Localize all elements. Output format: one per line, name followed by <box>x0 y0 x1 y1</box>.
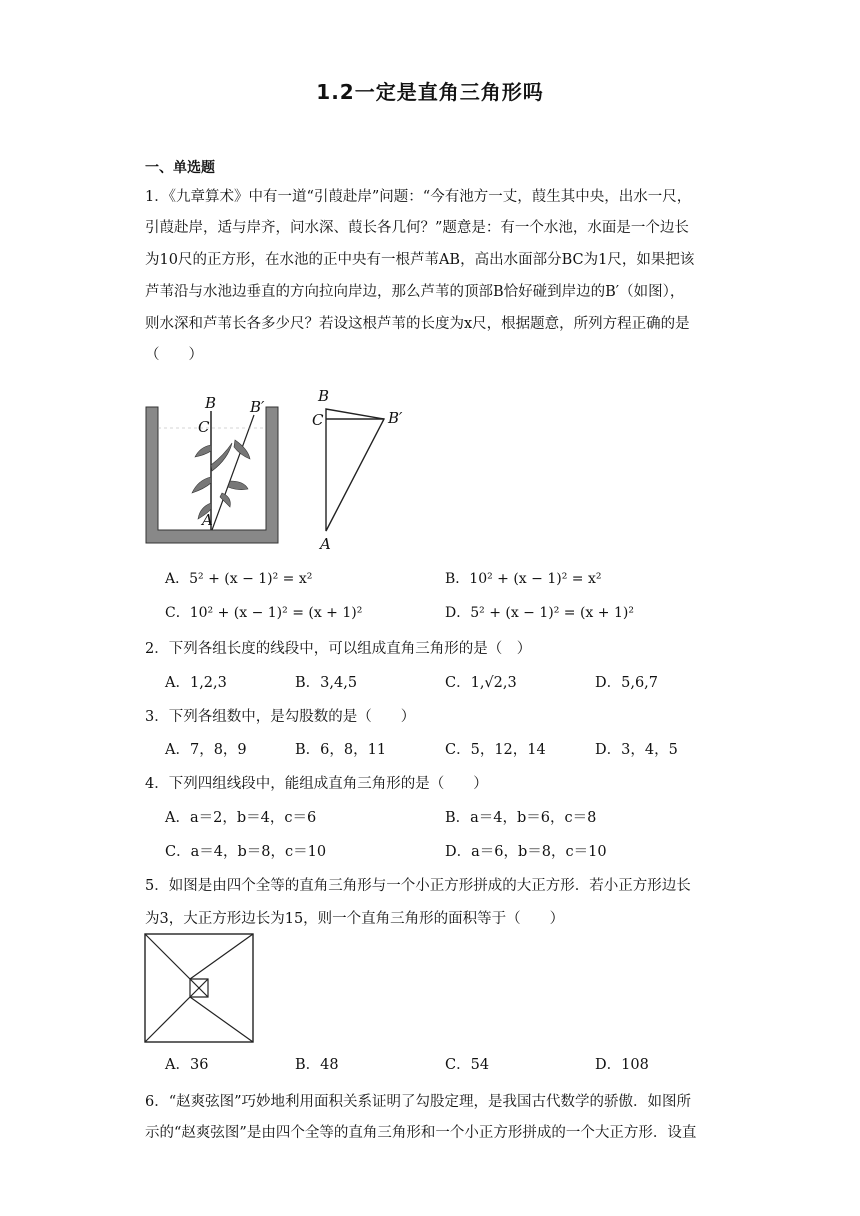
reed-pond-figure <box>140 385 420 555</box>
q1-option-b[interactable]: B．10² + (x − 1)² = x² <box>445 571 602 587</box>
q5-option-b[interactable]: B．48 <box>295 1057 339 1073</box>
q1-option-d[interactable]: D．5² + (x − 1)² = (x + 1)² <box>445 605 634 621</box>
label-B-right: B <box>318 387 330 405</box>
q1-line-4: 芦苇沿与水池边垂直的方向拉向岸边，那么芦苇的顶部B恰好碰到岸边的B′（如图）， <box>145 284 685 300</box>
q4-option-a[interactable]: A．a＝2，b＝4，c＝6 <box>165 810 317 826</box>
q3-option-b[interactable]: B．6，8，11 <box>295 742 387 758</box>
label-C-right: C <box>312 411 324 429</box>
q3-stem: 3．下列各组数中，是勾股数的是（ ） <box>145 709 416 725</box>
q3-option-c[interactable]: C．5，12，14 <box>445 742 546 758</box>
section-heading: 一、单选题 <box>145 160 215 176</box>
label-Bprime-right: B′ <box>388 409 403 427</box>
label-B: B <box>205 394 217 412</box>
label-C-left: C <box>198 418 210 436</box>
q5-option-c[interactable]: C．54 <box>445 1057 490 1073</box>
q4-option-c[interactable]: C．a＝4，b＝8，c＝10 <box>165 844 327 860</box>
q2-option-b[interactable]: B．3,4,5 <box>295 675 358 691</box>
q1-line-5: 则水深和芦苇长各多少尺？若设这根芦苇的长度为x尺，根据题意，所列方程正确的是 <box>145 316 690 332</box>
q2-stem: 2．下列各组长度的线段中，可以组成直角三角形的是（ ） <box>145 641 532 657</box>
page-title: 1.2一定是直角三角形吗 <box>316 80 544 104</box>
q1-line-2: 引葭赴岸，适与岸齐，问水深、葭长各几何？”题意是：有一个水池，水面是一个边长 <box>145 220 689 236</box>
q1-option-c[interactable]: C．10² + (x − 1)² = (x + 1)² <box>165 605 363 621</box>
q4-option-d[interactable]: D．a＝6，b＝8，c＝10 <box>445 844 607 860</box>
q2-option-c[interactable]: C．1,√2,3 <box>445 675 517 691</box>
q5-option-a[interactable]: A．36 <box>165 1057 209 1073</box>
q3-option-a[interactable]: A．7，8，9 <box>165 742 247 758</box>
q1-line-3: 为10尺的正方形，在水池的正中央有一根芦苇AB，高出水面部分BC为1尺，如果把该 <box>145 252 695 268</box>
q6-line-2: 示的“赵爽弦图”是由四个全等的直角三角形和一个小正方形拼成的一个大正方形．设直 <box>145 1125 697 1141</box>
q5-option-d[interactable]: D．108 <box>595 1057 649 1073</box>
zhao-shuang-figure <box>144 933 256 1045</box>
label-A-right: A <box>320 535 331 553</box>
pulled-reed <box>212 415 254 530</box>
q4-stem: 4．下列四组线段中，能组成直角三角形的是（ ） <box>145 776 488 792</box>
right-triangle <box>326 409 384 531</box>
q4-option-b[interactable]: B．a＝4，b＝6，c＝8 <box>445 810 597 826</box>
label-A-left: A <box>202 511 213 529</box>
q5-line-2: 为3，大正方形边长为15，则一个直角三角形的面积等于（ ） <box>145 911 565 927</box>
q2-option-a[interactable]: A．1,2,3 <box>165 675 227 691</box>
q3-option-d[interactable]: D．3，4，5 <box>595 742 678 758</box>
label-Bprime-left: B′ <box>250 398 265 416</box>
q2-option-d[interactable]: D．5,6,7 <box>595 675 659 691</box>
q1-option-a[interactable]: A．5² + (x − 1)² = x² <box>165 571 313 587</box>
q1-line-6: （ ） <box>145 347 203 363</box>
q6-line-1: 6．“赵爽弦图”巧妙地利用面积关系证明了勾股定理，是我国古代数学的骄傲．如图所 <box>145 1094 692 1110</box>
q1-line-1: 1．《九章算术》中有一道“引葭赴岸”问题：“今有池方一丈，葭生其中央，出水一尺， <box>145 189 692 205</box>
q5-line-1: 5．如图是由四个全等的直角三角形与一个小正方形拼成的大正方形．若小正方形边长 <box>145 878 691 894</box>
